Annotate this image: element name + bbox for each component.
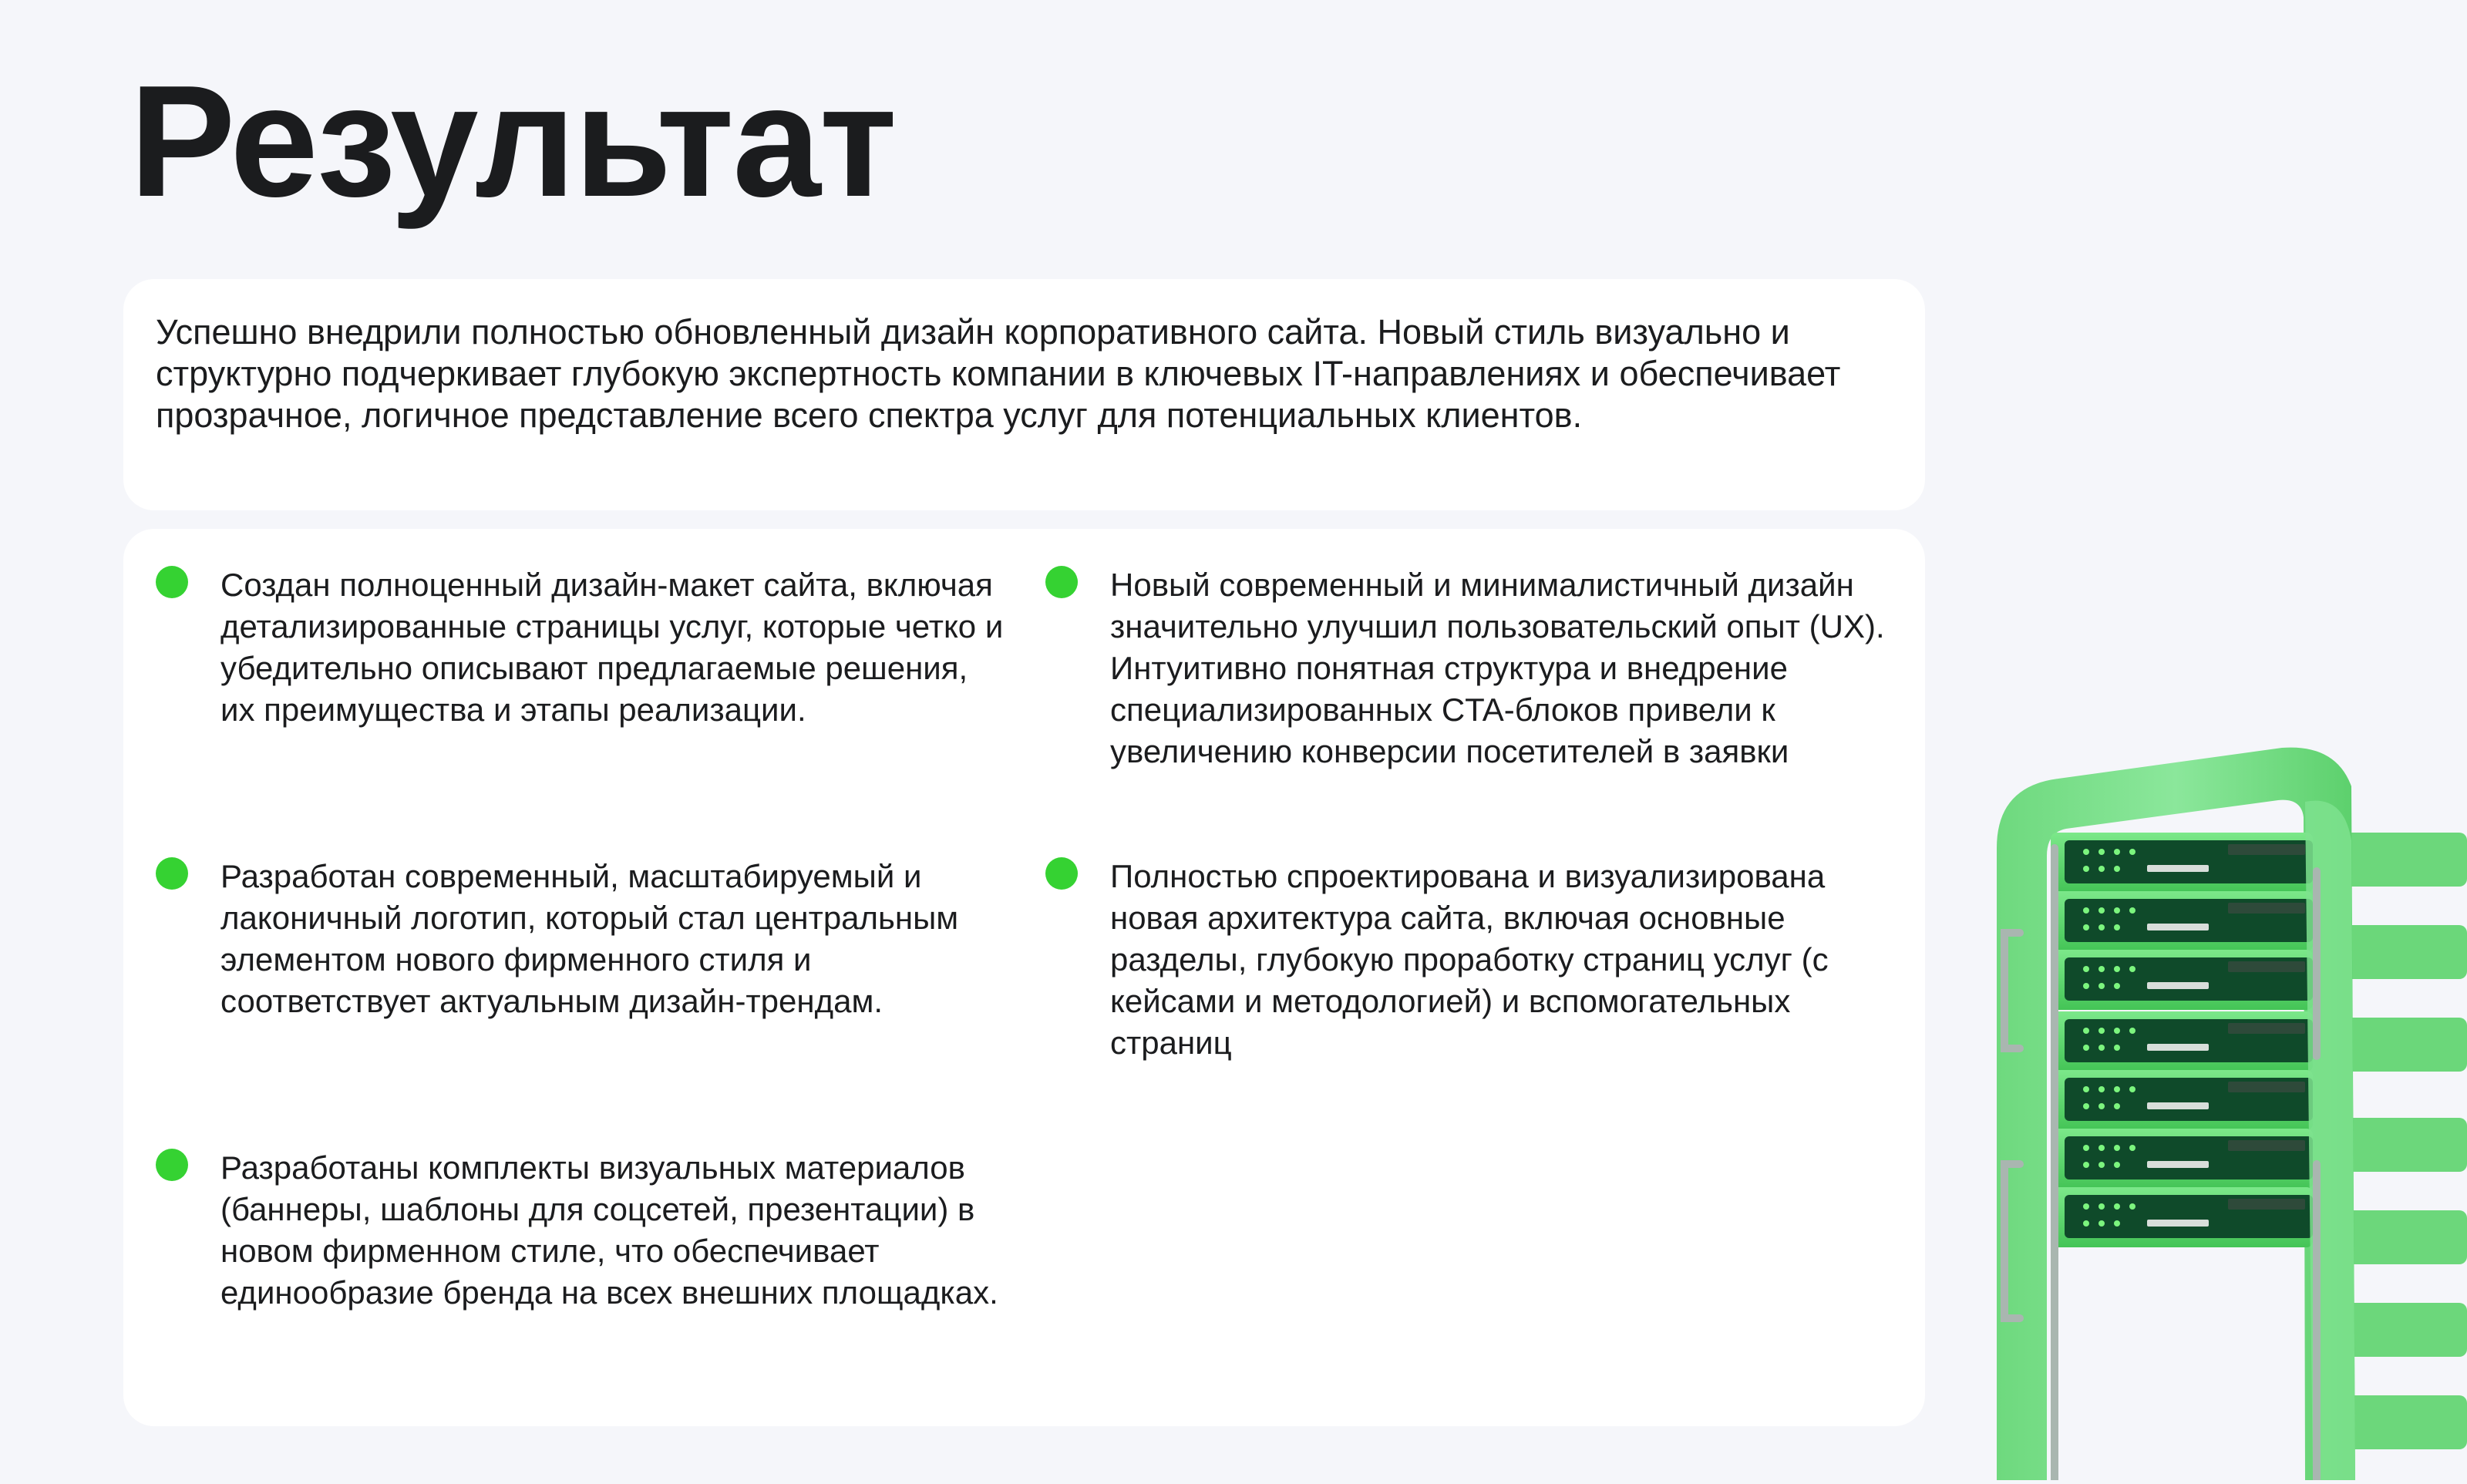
bullet-dot-icon [1045, 857, 1078, 890]
result-text: Полностью спроектирована и визуализирована новая архитектура сайта, включая основные разделы, глубокую проработку страниц услуг (с кейсами и методологией) и вспомогательных страниц [1110, 858, 1829, 1061]
result-text: Разработаны комплекты визуальных материалов (баннеры, шаблоны для соцсетей, презентации) в новом фирменном стиле, что обеспечивает единообразие бренда на всех внешних площадках. [220, 1149, 998, 1311]
intro-card [123, 279, 1925, 510]
intro-text: Успешно внедрили полностью обновленный дизайн корпоративного сайта. Новый стиль визуально и структурно подчеркивает глубокую экспертность компании в ключевых IT-направлениях и обеспечивает прозрачное, логичное представление всего спектра услуг для потенциальных клиентов. [156, 312, 1841, 435]
result-item [220, 856, 1007, 1022]
results-card [123, 529, 1925, 1426]
result-item [220, 564, 1007, 731]
bullet-dot-icon [156, 566, 188, 598]
page-title: Результат [130, 52, 896, 230]
result-text: Разработан современный, масштабируемый и лаконичный логотип, который стал центральным элементом нового фирменного стиля и соответствует актуальным дизайн-трендам. [220, 858, 959, 1019]
result-item [1110, 856, 1897, 1064]
result-item [1110, 564, 1897, 772]
result-text: Создан полноценный дизайн-макет сайта, включая детализированные страницы услуг, которые четко и убедительно описывают предлагаемые решения, их преимущества и этапы реализации. [220, 567, 1004, 728]
server-rack-icon [1974, 732, 2467, 1480]
bullet-dot-icon [156, 857, 188, 890]
result-item [220, 1147, 1007, 1314]
bullet-dot-icon [156, 1149, 188, 1181]
result-text: Новый современный и минималистичный дизайн значительно улучшил пользовательский опыт (UX). Интуитивно понятная структура и внедрение специализированных CTA-блоков привели к увеличению конверсии посетителей в заявки [1110, 567, 1885, 769]
bullet-dot-icon [1045, 566, 1078, 598]
